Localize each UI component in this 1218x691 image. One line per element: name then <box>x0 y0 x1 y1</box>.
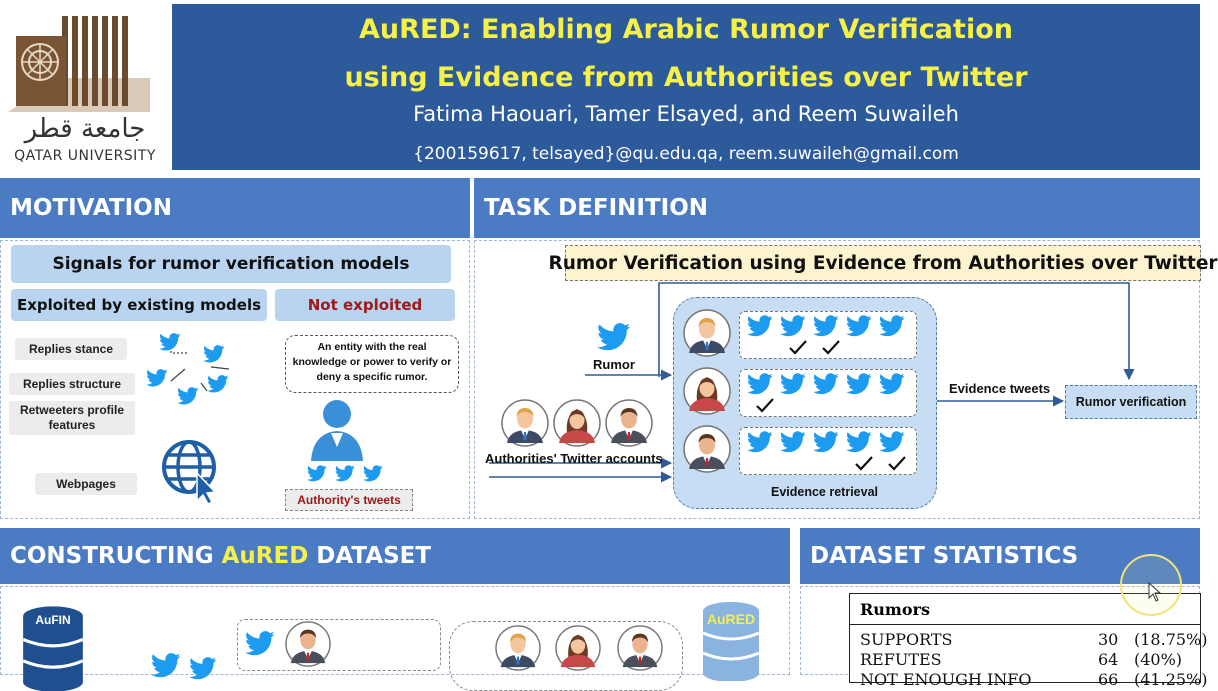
task-banner: Rumor Verification using Evidence from Authorities over Twitter <box>565 245 1201 281</box>
poster-header <box>172 4 1200 170</box>
signal-webpages: Webpages <box>35 473 137 495</box>
authority-definition-bubble: An entity with the real knowledge or power to verify or deny a specific rumor. <box>285 335 459 393</box>
qatar-university-logo-icon <box>0 0 170 120</box>
authority-man-avatar <box>501 399 549 447</box>
twitter-bird-icon <box>879 315 905 337</box>
stats-pct: (18.75%) <box>1134 630 1208 649</box>
constructing-title-prefix: CONSTRUCTING <box>10 543 222 569</box>
twitter-bird-icon <box>747 431 773 453</box>
exploited-label: Exploited by existing models <box>11 289 267 321</box>
authority-woman-avatar <box>553 399 601 447</box>
signal-replies-stance: Replies stance <box>15 338 127 360</box>
constructing-title-highlight: AuRED <box>221 543 309 569</box>
globe-icon <box>159 439 225 505</box>
stats-count: 64 <box>1098 650 1119 669</box>
authority-woman-avatar <box>555 625 601 671</box>
twitter-bird-icon <box>245 631 275 656</box>
stats-count: 66 <box>1098 670 1119 689</box>
authority-man2-avatar <box>605 399 653 447</box>
evidence-tweets-label: Evidence tweets <box>949 381 1051 396</box>
checkmark-icon <box>755 397 775 413</box>
constructing-dataset-section-body <box>0 586 790 675</box>
poster-authors: Fatima Haouari, Tamer Elsayed, and Reem Suwaileh <box>413 102 959 126</box>
poster-title-line-1: AuRED: Enabling Arabic Rumor Verification <box>359 14 1013 45</box>
constructing-dataset-section-title <box>0 528 790 584</box>
dataset-statistics-section-title: DATASET STATISTICS <box>800 528 1200 584</box>
twitter-bird-icon <box>846 431 872 453</box>
rumor-twitter-bird-icon <box>597 323 631 351</box>
logo-arabic-name: جامعة قطر <box>24 114 146 144</box>
twitter-bird-icon <box>363 465 383 482</box>
evidence-row-avatar <box>683 425 731 473</box>
motivation-section-title: MOTIVATION <box>0 178 470 238</box>
checkmark-icon <box>854 455 874 471</box>
signals-heading: Signals for rumor verification models <box>11 245 451 283</box>
twitter-bird-icon <box>207 375 229 393</box>
twitter-bird-icon <box>780 431 806 453</box>
stats-count: 30 <box>1098 630 1119 649</box>
twitter-bird-icon <box>146 369 168 387</box>
checkmark-icon <box>821 339 841 355</box>
twitter-bird-icon <box>813 373 839 395</box>
twitter-bird-icon <box>846 373 872 395</box>
statistics-table-header: Rumors <box>860 600 930 619</box>
twitter-bird-icon <box>879 431 905 453</box>
constructing-title-suffix: DATASET <box>308 543 432 569</box>
twitter-bird-icon <box>846 315 872 337</box>
twitter-bird-icon <box>747 315 773 337</box>
twitter-bird-icon <box>177 387 199 405</box>
authority-tweets-label: Authority's tweets <box>285 489 413 511</box>
rumor-verification-box: Rumor verification <box>1065 385 1197 419</box>
signal-replies-structure: Replies structure <box>9 373 135 395</box>
twitter-bird-icon <box>307 465 327 482</box>
authority-man-avatar <box>495 625 541 671</box>
stats-label: SUPPORTS <box>860 630 953 649</box>
task-definition-section-title: TASK DEFINITION <box>474 178 1200 238</box>
evidence-retrieval-label: Evidence retrieval <box>771 485 879 499</box>
aured-label: AuRED <box>706 611 756 627</box>
authorities-accounts-label: Authorities' Twitter accounts <box>485 451 663 466</box>
twitter-bird-icon <box>813 315 839 337</box>
twitter-bird-icon <box>335 465 355 482</box>
twitter-bird-icon <box>203 345 225 363</box>
twitter-bird-icon <box>159 333 181 351</box>
stats-label: REFUTES <box>860 650 942 669</box>
twitter-bird-icon <box>780 315 806 337</box>
twitter-bird-icon <box>879 373 905 395</box>
twitter-bird-icon <box>151 653 181 678</box>
logo-english-name: QATAR UNIVERSITY <box>14 148 156 164</box>
rumor-label: Rumor <box>593 357 635 372</box>
mouse-pointer-icon <box>1148 582 1162 602</box>
task-definition-section-body <box>474 240 1218 519</box>
twitter-bird-icon <box>813 431 839 453</box>
poster-title-line-2: using Evidence from Authorities over Twitter <box>344 62 1028 93</box>
author-man-avatar <box>285 621 331 667</box>
motivation-section-body <box>0 240 470 519</box>
poster-emails: {200159617, telsayed}@qu.edu.qa, reem.suwaileh@gmail.com <box>413 144 959 164</box>
authority-man2-avatar <box>617 625 663 671</box>
stats-pct: (40%) <box>1134 650 1183 669</box>
authority-person-icon <box>307 397 367 463</box>
checkmark-icon <box>788 339 808 355</box>
checkmark-icon <box>887 455 907 471</box>
university-logo-panel <box>0 0 170 172</box>
stats-pct: (41.25%) <box>1134 670 1208 689</box>
twitter-bird-icon <box>747 373 773 395</box>
evidence-row-avatar <box>683 309 731 357</box>
signal-retweeters-profile: Retweeters profile features <box>9 401 135 435</box>
table-header-rule <box>850 624 1200 625</box>
stats-label: NOT ENOUGH INFO <box>860 670 1032 689</box>
evidence-row-avatar <box>683 367 731 415</box>
twitter-bird-icon <box>780 373 806 395</box>
aufin-label: AuFIN <box>35 613 71 627</box>
twitter-bird-icon <box>189 657 217 680</box>
not-exploited-label: Not exploited <box>275 289 455 321</box>
